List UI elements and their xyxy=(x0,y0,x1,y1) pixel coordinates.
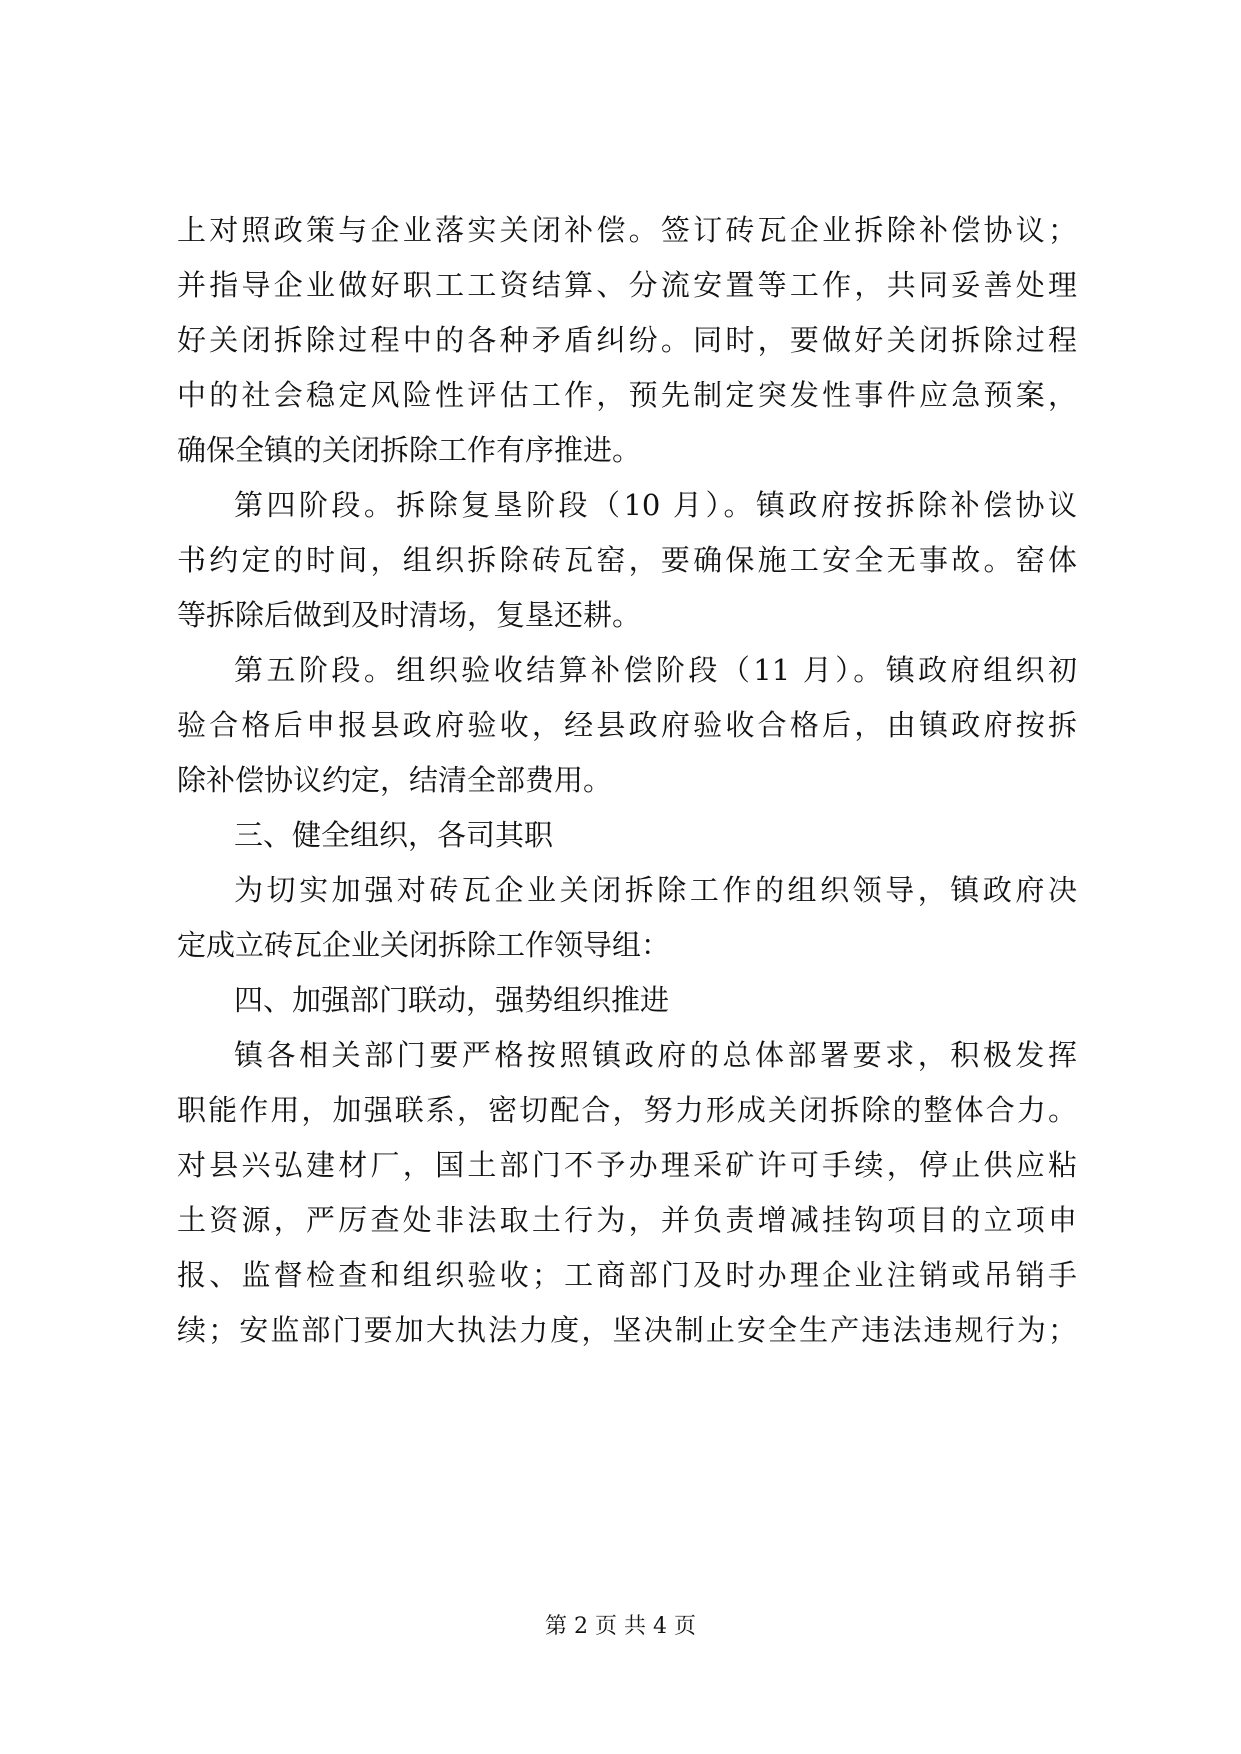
body-line: 好关闭拆除过程中的各种矛盾纠纷。同时，要做好关闭拆除过程 xyxy=(177,323,1077,357)
body-line: 并指导企业做好职工工资结算、分流安置等工作，共同妥善处理 xyxy=(177,268,1077,302)
body-line: 定成立砖瓦企业关闭拆除工作领导组： xyxy=(177,928,671,962)
body-line: 续；安监部门要加大执法力度，坚决制止安全生产违法违规行为； xyxy=(177,1313,1077,1347)
section-heading: 四、加强部门联动，强势组织推进 xyxy=(234,983,670,1017)
section-heading: 三、健全组织，各司其职 xyxy=(234,818,554,852)
body-line: 对县兴弘建材厂，国土部门不予办理采矿许可手续，停止供应粘 xyxy=(177,1148,1077,1182)
body-line: 土资源，严厉查处非法取土行为，并负责增减挂钩项目的立项申 xyxy=(177,1203,1077,1237)
body-line: 职能作用，加强联系，密切配合，努力形成关闭拆除的整体合力。 xyxy=(177,1093,1077,1127)
body-line: 验合格后申报县政府验收，经县政府验收合格后，由镇政府按拆 xyxy=(177,708,1077,742)
body-line: 上对照政策与企业落实关闭补偿。签订砖瓦企业拆除补偿协议； xyxy=(177,213,1077,247)
body-line: 报、监督检查和组织验收；工商部门及时办理企业注销或吊销手 xyxy=(177,1258,1077,1292)
body-line: 确保全镇的关闭拆除工作有序推进。 xyxy=(177,433,642,467)
body-line: 除补偿协议约定，结清全部费用。 xyxy=(177,763,613,797)
paragraph-first-line: 第五阶段。组织验收结算补偿阶段（11 月）。镇政府组织初 xyxy=(234,653,1077,687)
paragraph-first-line: 第四阶段。拆除复垦阶段（10 月）。镇政府按拆除补偿协议 xyxy=(234,488,1077,522)
body-line: 书约定的时间，组织拆除砖瓦窑，要确保施工安全无事故。窑体 xyxy=(177,543,1077,577)
body-line: 等拆除后做到及时清场，复垦还耕。 xyxy=(177,598,642,632)
body-line: 中的社会稳定风险性评估工作，预先制定突发性事件应急预案， xyxy=(177,378,1077,412)
paragraph-first-line: 镇各相关部门要严格按照镇政府的总体部署要求，积极发挥 xyxy=(234,1038,1077,1072)
page-number-footer: 第 2 页 共 4 页 xyxy=(545,1614,696,1639)
paragraph-first-line: 为切实加强对砖瓦企业关闭拆除工作的组织领导，镇政府决 xyxy=(234,873,1077,907)
